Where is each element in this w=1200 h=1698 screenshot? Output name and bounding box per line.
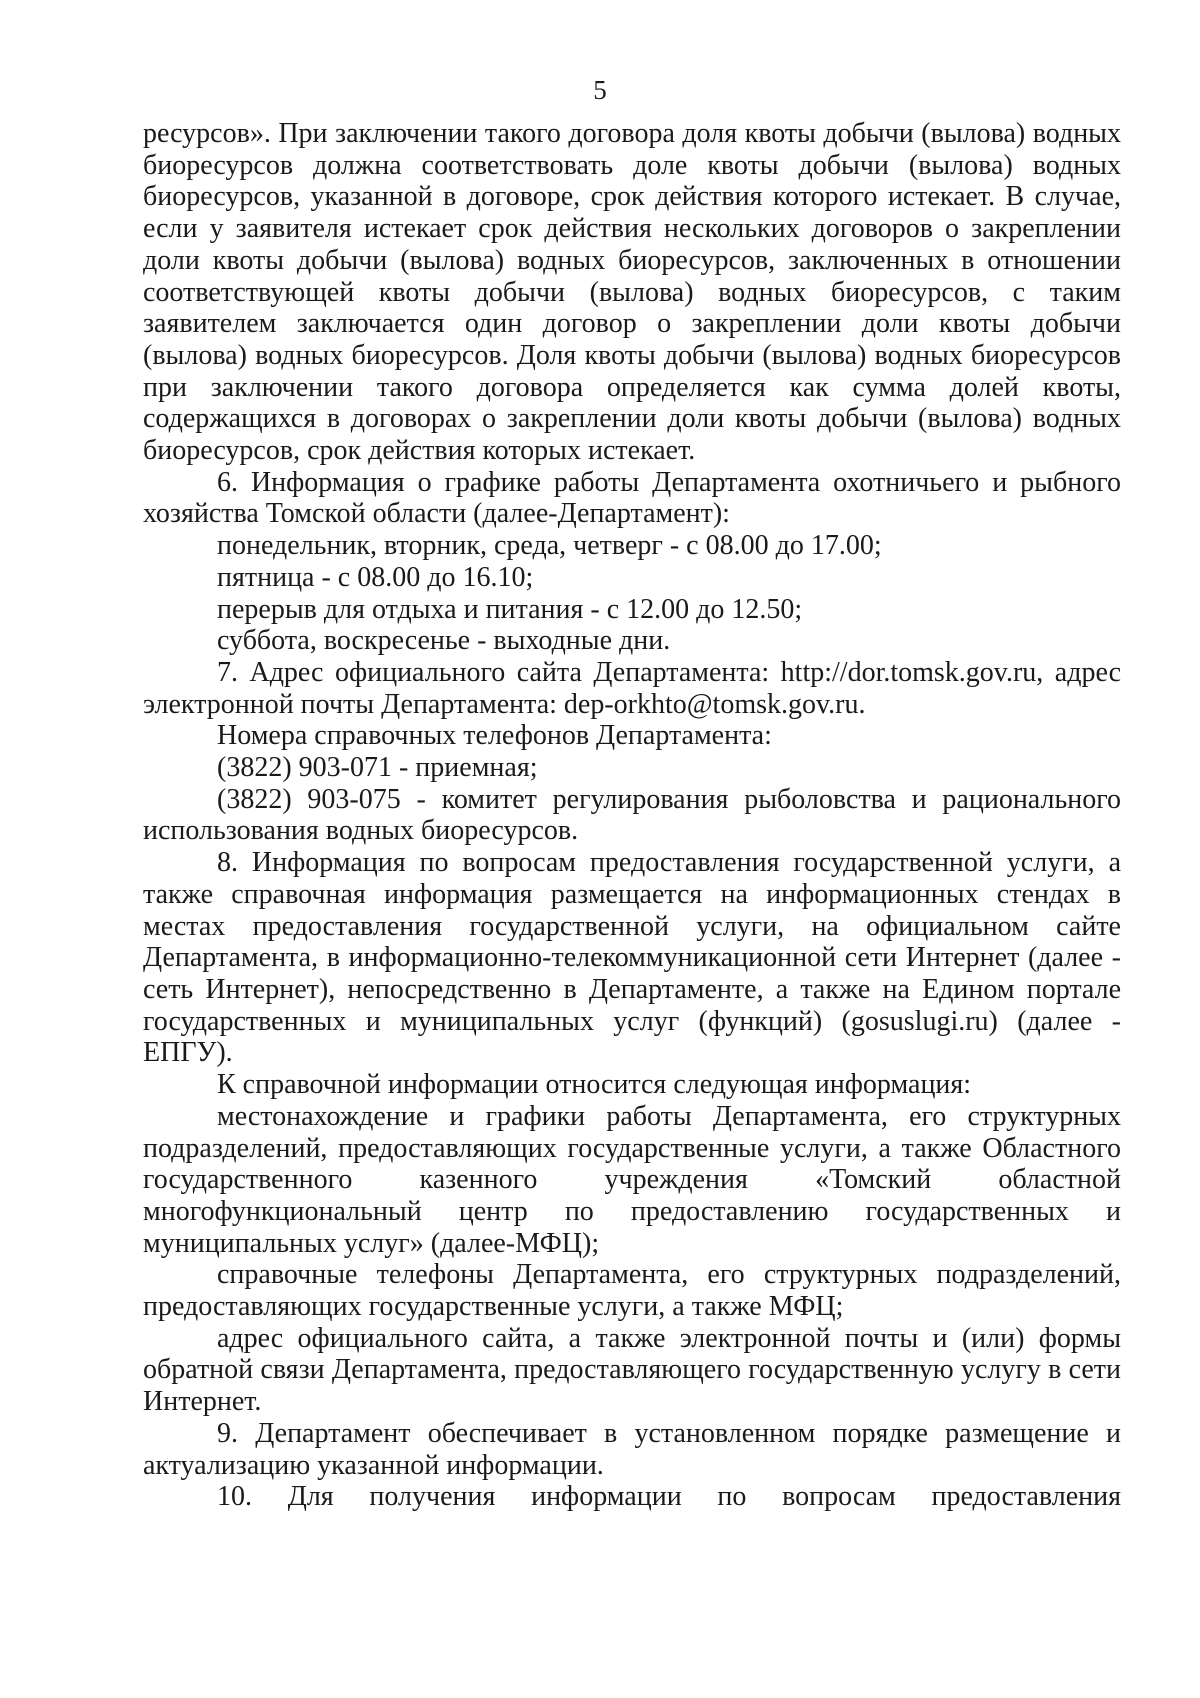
phone-reception: (3822) 903-071 - приемная;	[217, 752, 538, 784]
phones-heading: Номера справочных телефонов Департамента:	[217, 720, 772, 752]
paragraph-7-contacts: 7. Адрес официального сайта Департамента: http://dor.tomsk.gov.ru, адрес электронной почты Департамента: dep-orkhto@tomsk.gov.ru.	[143, 656, 1121, 720]
reference-item-location: местонахождение и графики работы Департамента, его структурных подразделений, предоставляющих государственные услуги, а также Областного государственного казенного учреждения «Томский областной многофункциональный центр по предоставлению государственных и муниципальных услуг» (далее-МФЦ);	[143, 1100, 1121, 1259]
schedule-friday: пятница - с 08.00 до 16.10;	[217, 561, 534, 593]
phone-committee: (3822) 903-075 - комитет регулирования рыболовства и рационального использования водных биоресурсов.	[143, 783, 1121, 847]
reference-info-heading: К справочной информации относится следующая информация:	[217, 1069, 972, 1101]
page-number: 5	[593, 75, 607, 105]
paragraph-6-schedule: 6. Информация о графике работы Департамента охотничьего и рыбного хозяйства Томской области (далее-Департамент):	[143, 466, 1121, 530]
schedule-weekend: суббота, воскресенье - выходные дни.	[217, 625, 671, 657]
schedule-weekdays: понедельник, вторник, среда, четверг - с 08.00 до 17.00;	[217, 530, 882, 562]
reference-item-phones: справочные телефоны Департамента, его структурных подразделений, предоставляющих государственные услуги, а также МФЦ;	[143, 1259, 1121, 1323]
paragraph-8-information: 8. Информация по вопросам предоставления государственной услуги, а также справочная информация размещается на информационных стендах в местах предоставления государственной услуги, на официальном сайте Департамента, в информационно-телекоммуникационной сети Интернет (далее - сеть Интернет), непосредственно в Департаменте, а также на Едином портале государственных и муниципальных услуг (функций) (gosuslugi.ru) (далее - ЕПГУ).	[143, 847, 1121, 1069]
schedule-break: перерыв для отдыха и питания - с 12.00 до 12.50;	[217, 593, 803, 625]
paragraph-9-actualization: 9. Департамент обеспечивает в установленном порядке размещение и актуализацию указанной информации.	[143, 1417, 1121, 1481]
paragraph-10-start: 10. Для получения информации по вопросам предоставления	[217, 1481, 1121, 1513]
document-body	[143, 118, 1121, 1513]
paragraph-continuation: ресурсов». При заключении такого договора доля квоты добычи (вылова) водных биоресурсов должна соответствовать доле квоты добычи (вылова) водных биоресурсов, указанной в договоре, срок действия которого истекает. В случае, если у заявителя истекает срок действия нескольких договоров о закреплении доли квоты добычи (вылова) водных биоресурсов, заключенных в отношении соответствующей квоты добычи (вылова) водных биоресурсов, с таким заявителем заключается один договор о закреплении доли квоты добычи (вылова) водных биоресурсов. Доля квоты добычи (вылова) водных биоресурсов при заключении такого договора определяется как сумма долей квоты, содержащихся в договорах о закреплении доли квоты добычи (вылова) водных биоресурсов, срок действия которых истекает.	[143, 118, 1121, 467]
reference-item-website: адрес официального сайта, а также электронной почты и (или) формы обратной связи Департамента, предоставляющего государственную услугу в сети Интернет.	[143, 1322, 1121, 1418]
